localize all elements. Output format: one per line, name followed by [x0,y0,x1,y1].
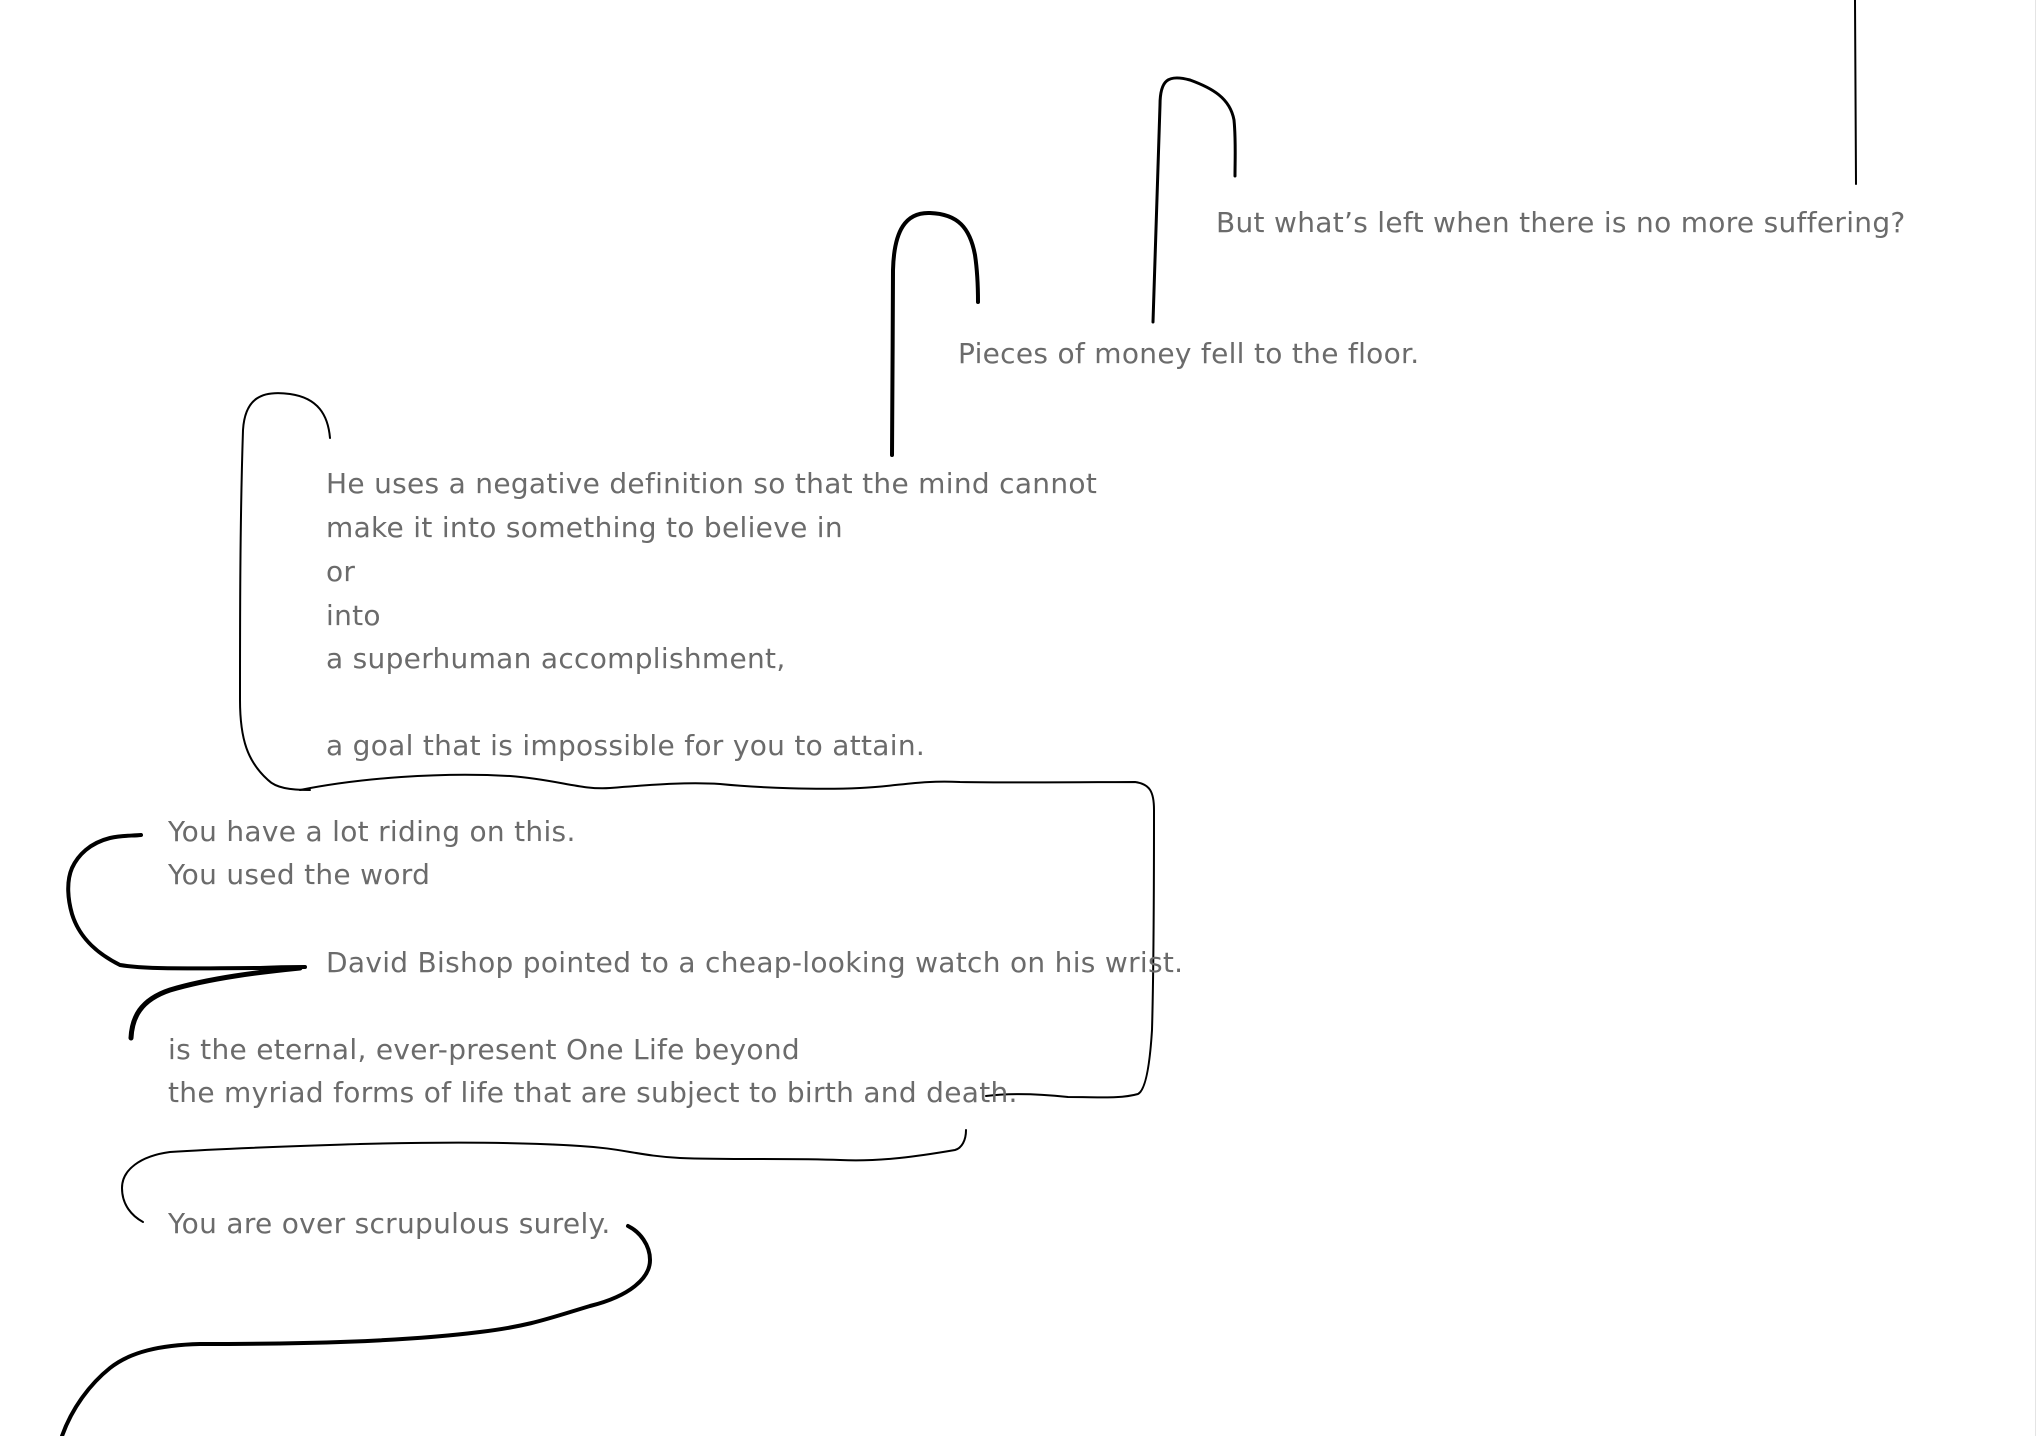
passage-definition-line-1: He uses a negative definition so that the mind cannot [326,467,1098,500]
passage-being-line-2: the myriad forms of life that are subject to birth and death. [168,1076,1018,1109]
stroke-bracket-2 [131,968,300,1038]
stroke-hook-1 [1153,78,1235,322]
stroke-swoop [62,1226,650,1436]
stroke-hook-3 [240,393,330,790]
passage-definition-line-5: a superhuman accomplishment, [326,642,786,675]
stroke-hook-2 [892,213,978,455]
passage-scrupulous: You are over scrupulous surely. [168,1207,611,1240]
passage-definition-line-4: into [326,599,381,632]
passage-word-being-text: You used the word [168,858,431,891]
stroke-top-vertical [1855,0,1856,184]
passage-being-line-1 [168,1033,800,1067]
passage-being-line-1-text: is the eternal, ever-present One Life beyond [168,1033,800,1066]
passage-definition-line-2: make it into something to believe in [326,511,843,544]
passage-riding: You have a lot riding on this. [168,815,576,848]
passage-suffering: But what’s left when there is no more suffering? [1216,206,1906,239]
passage-watch: David Bishop pointed to a cheap-looking watch on his wrist. [326,946,1184,979]
passage-money: Pieces of money fell to the floor. [958,337,1420,370]
passage-word-being [168,858,430,892]
passage-definition-line-3: or [326,555,356,588]
stroke-bracket-1 [68,835,305,968]
passage-definition-line-6: a goal that is impossible for you to attain. [326,729,926,762]
